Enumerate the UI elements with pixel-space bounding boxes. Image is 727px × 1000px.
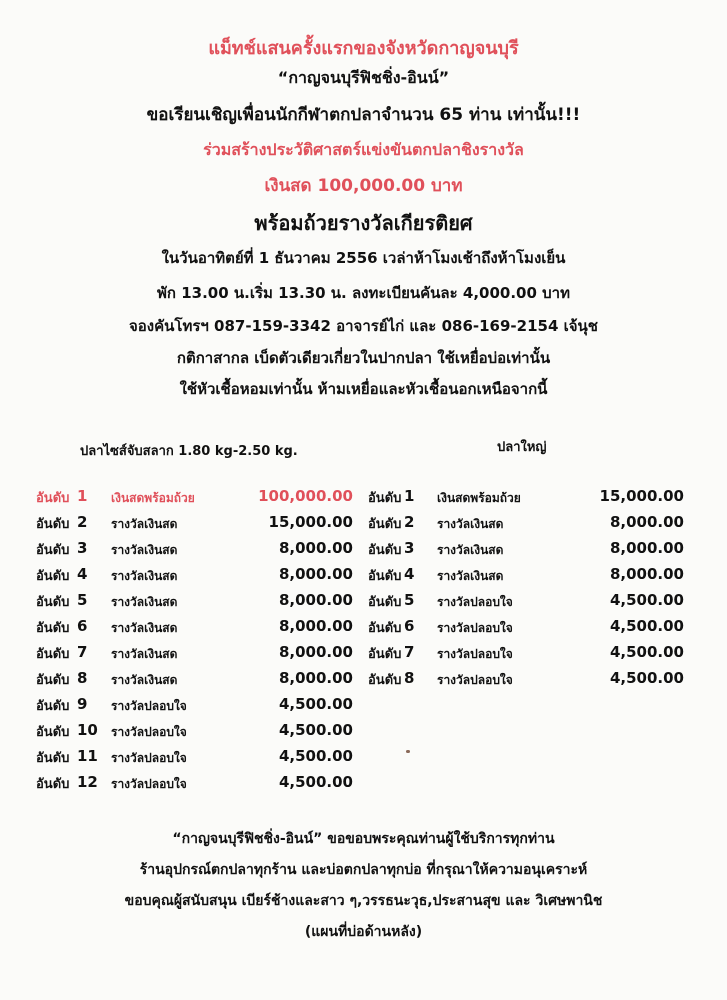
prize-name: รางวัลเงินสด <box>437 543 504 557</box>
rank-label: อันดับ <box>36 751 70 766</box>
rank-number: 4 <box>77 565 88 583</box>
cash-prize-line: เงินสด 100,000.00 บาท <box>264 176 463 196</box>
prize-name: รางวัลปลอบใจ <box>111 725 187 739</box>
prize-amount: 4,500.00 <box>278 773 353 791</box>
prize-name: รางวัลเงินสด <box>111 517 178 531</box>
prize-name: รางวัลปลอบใจ <box>111 699 187 713</box>
prize-name: รางวัลปลอบใจ <box>437 621 513 635</box>
prize-name: รางวัลเงินสด <box>111 673 178 687</box>
invitation-line: ขอเรียนเชิญเพื่อนนักกีฬาตกปลาจำนวน 65 ท่าน เท่านั้น!!! <box>146 105 581 125</box>
footer-thanks: “กาญจนบุรีฟิชชิ่ง-อินน์” ขอขอบพระคุณท่านผู้ใช้บริการทุกท่าน <box>172 831 555 847</box>
prize-name: รางวัลเงินสด <box>437 517 504 531</box>
rank-label: อันดับ <box>36 699 70 714</box>
rank-label: อันดับ <box>36 517 70 532</box>
rank-number: 1 <box>404 487 415 505</box>
rank-number: 11 <box>77 747 98 765</box>
rank-label: อันดับ <box>36 621 70 636</box>
rank-number: 9 <box>77 695 88 713</box>
prize-amount: 4,500.00 <box>278 695 353 713</box>
rank-number: 10 <box>77 721 98 739</box>
prize-name: รางวัลเงินสด <box>111 569 178 583</box>
rank-number: 12 <box>77 773 98 791</box>
rank-number: 8 <box>404 669 415 687</box>
rank-label: อันดับ <box>368 673 402 688</box>
prize-amount: 4,500.00 <box>609 643 684 661</box>
prize-name: รางวัลปลอบใจ <box>111 777 187 791</box>
rank-number: 6 <box>404 617 415 635</box>
prize-amount: 8,000.00 <box>278 643 353 661</box>
footer-shops: ร้านอุปกรณ์ตกปลาทุกร้าน และบ่อตกปลาทุกบ่อ ที่กรุณาให้ความอนุเคราะห์ <box>139 862 588 878</box>
prize-name: รางวัลปลอบใจ <box>111 751 187 765</box>
rank-number: 4 <box>404 565 415 583</box>
prize-name: รางวัลเงินสด <box>111 647 178 661</box>
headline-first-match: แม็ทช์แสนครั้งแรกของจังหวัดกาญจนบุรี <box>208 38 519 59</box>
trophy-line: พร้อมถ้วยรางวัลเกียรติยศ <box>254 211 473 235</box>
prize-amount: 4,500.00 <box>278 721 353 739</box>
rank-label: อันดับ <box>368 543 402 558</box>
prize-amount: 8,000.00 <box>278 565 353 583</box>
ink-speck <box>406 750 410 753</box>
rank-label: อันดับ <box>36 647 70 662</box>
prize-amount: 8,000.00 <box>609 539 684 557</box>
prize-amount: 4,500.00 <box>278 747 353 765</box>
history-line: ร่วมสร้างประวัติศาสตร์แข่งขันตกปลาชิงรางวัล <box>203 140 524 159</box>
rank-label: อันดับ <box>368 647 402 662</box>
prize-amount: 4,500.00 <box>609 669 684 687</box>
rank-number: 2 <box>77 513 88 531</box>
prize-amount: 8,000.00 <box>278 539 353 557</box>
prize-amount: 15,000.00 <box>599 487 684 505</box>
prize-name: รางวัลเงินสด <box>111 595 178 609</box>
rank-number: 5 <box>77 591 88 609</box>
rank-label: อันดับ <box>36 569 70 584</box>
prize-amount: 15,000.00 <box>268 513 353 531</box>
prize-amount: 8,000.00 <box>278 617 353 635</box>
rank-number: 3 <box>77 539 88 557</box>
rank-label: อันดับ <box>368 491 402 506</box>
rank-number: 2 <box>404 513 415 531</box>
prize-name: รางวัลเงินสด <box>111 621 178 635</box>
prize-amount: 8,000.00 <box>609 513 684 531</box>
rank-number: 6 <box>77 617 88 635</box>
rank-label: อันดับ <box>368 569 402 584</box>
booking-phone-line: จองคันโทรฯ 087-159-3342 อาจารย์ไก่ และ 086-169-2154 เจ้นุช <box>129 317 598 335</box>
prize-name: รางวัลเงินสด <box>437 569 504 583</box>
prize-amount: 4,500.00 <box>609 591 684 609</box>
rules-line-2: ใช้หัวเชื้อหอมเท่านั้น ห้ามเหยื่อและหัวเชื้อนอกเหนือจากนี้ <box>179 380 548 398</box>
rules-line-1: กติกาสากล เบ็ดตัวเดียวเกี่ยวในปากปลา ใช้เหยื่อบ่อเท่านั้น <box>176 349 551 367</box>
date-line: ในวันอาทิตย์ที่ 1 ธันวาคม 2556 เวล่าห้าโมงเช้าถึงห้าโมงเย็น <box>161 249 566 267</box>
prize-name: เงินสดพร้อมถ้วย <box>437 491 521 505</box>
footer-sponsors: ขอบคุณผู้สนับสนุน เบียร์ช้างและสาว ๆ,วรรธนะวุธ,ประสานสุข และ วิเศษพานิช <box>124 893 603 909</box>
footer-map-note: (แผนที่บ่อด้านหลัง) <box>304 924 423 940</box>
rank-label: อันดับ <box>36 777 70 792</box>
rank-number: 8 <box>77 669 88 687</box>
prize-amount: 100,000.00 <box>258 487 353 505</box>
rank-label: อันดับ <box>36 543 70 558</box>
prize-amount: 4,500.00 <box>609 617 684 635</box>
right-section-title: ปลาใหญ่ <box>497 440 547 455</box>
rank-label: อันดับ <box>368 621 402 636</box>
prize-name: รางวัลปลอบใจ <box>437 673 513 687</box>
rank-number: 7 <box>404 643 415 661</box>
rank-label: อันดับ <box>368 517 402 532</box>
rank-number: 3 <box>404 539 415 557</box>
rank-number: 7 <box>77 643 88 661</box>
rank-number: 1 <box>77 487 88 505</box>
prize-amount: 8,000.00 <box>278 669 353 687</box>
prize-name: เงินสดพร้อมถ้วย <box>111 491 195 505</box>
prize-amount: 8,000.00 <box>278 591 353 609</box>
venue-name: “กาญจนบุรีฟิชชิ่ง-อินน์” <box>277 68 450 87</box>
schedule-line: พัก 13.00 น.เริ่ม 13.30 น. ลงทะเบียนคันละ 4,000.00 บาท <box>157 284 570 302</box>
rank-label: อันดับ <box>36 595 70 610</box>
rank-label: อันดับ <box>368 595 402 610</box>
rank-label: อันดับ <box>36 673 70 688</box>
rank-label: อันดับ <box>36 725 70 740</box>
left-section-title: ปลาไซส์จับสลาก 1.80 kg-2.50 kg. <box>80 444 298 459</box>
prize-amount: 8,000.00 <box>609 565 684 583</box>
prize-name: รางวัลปลอบใจ <box>437 595 513 609</box>
prize-name: รางวัลเงินสด <box>111 543 178 557</box>
prize-name: รางวัลปลอบใจ <box>437 647 513 661</box>
rank-label: อันดับ <box>36 491 70 506</box>
rank-number: 5 <box>404 591 415 609</box>
